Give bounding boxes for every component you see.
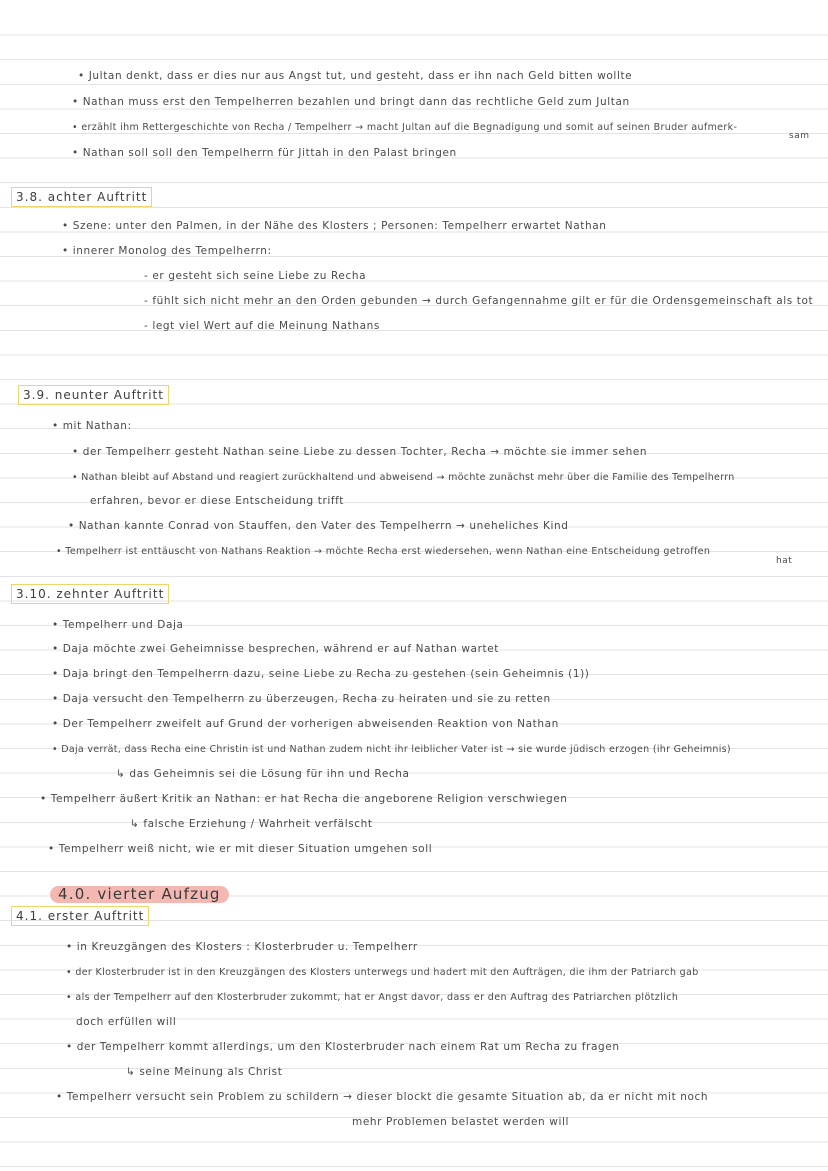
note-line: • der Tempelherr kommt allerdings, um den Klosterbruder nach einem Rat um Recha zu fragen <box>66 1041 620 1053</box>
note-line-tail: sam <box>789 131 810 141</box>
note-line: ↳ seine Meinung als Christ <box>126 1066 283 1078</box>
note-line: doch erfüllen will <box>76 1016 177 1028</box>
chapter-heading-4: 4.0. vierter Aufzug <box>50 886 229 903</box>
section-heading-3-9: 3.9. neunter Auftritt <box>18 385 169 405</box>
note-line: • Jultan denkt, dass er dies nur aus Angst tut, und gesteht, dass er ihn nach Geld bitten wollte <box>78 70 633 82</box>
note-line: - er gesteht sich seine Liebe zu Recha <box>144 270 367 282</box>
note-line: • in Kreuzgängen des Klosters : Klosterbruder u. Tempelherr <box>66 941 418 953</box>
note-line: • Tempelherr und Daja <box>52 619 184 631</box>
note-line: mehr Problemen belastet werden will <box>352 1116 569 1128</box>
note-line: • erzählt ihm Rettergeschichte von Recha / Tempelherr → macht Jultan auf die Begnadigung und somit auf seinen Bruder aufmerk- <box>72 122 738 133</box>
note-line: • der Tempelherr gesteht Nathan seine Liebe zu dessen Tochter, Recha → möchte sie immer sehen <box>72 446 648 458</box>
note-line: • Szene: unter den Palmen, in der Nähe des Klosters ; Personen: Tempelherr erwartet Nathan <box>62 220 607 232</box>
note-line-tail: hat <box>776 556 793 566</box>
note-line: • Daja versucht den Tempelherrn zu überzeugen, Recha zu heiraten und sie zu retten <box>52 693 551 705</box>
note-line: • Der Tempelherr zweifelt auf Grund der vorherigen abweisenden Reaktion von Nathan <box>52 718 559 730</box>
note-line: ↳ falsche Erziehung / Wahrheit verfälscht <box>130 818 373 830</box>
note-line: • Nathan soll soll den Tempelherrn für Jittah in den Palast bringen <box>72 147 457 159</box>
note-line: erfahren, bevor er diese Entscheidung trifft <box>90 495 345 507</box>
section-heading-3-10: 3.10. zehnter Auftritt <box>11 584 169 604</box>
section-heading-3-8: 3.8. achter Auftritt <box>11 187 152 207</box>
note-line: • der Klosterbruder ist in den Kreuzgängen des Klosters unterwegs und hadert mit den Aufträgen, die ihm der Patriarch gab <box>66 967 699 978</box>
note-line: • Nathan bleibt auf Abstand und reagiert zurückhaltend und abweisend → möchte zunächst mehr über die Familie des Tempelherrn <box>72 472 735 483</box>
note-line: • Daja verrät, dass Recha eine Christin ist und Nathan zudem nicht ihr leiblicher Vater ist → sie wurde jüdisch erzogen (ihr Geheimnis) <box>52 744 731 755</box>
note-line: • Tempelherr ist enttäuscht von Nathans Reaktion → möchte Recha erst wiedersehen, wenn Nathan eine Entscheidung getroffen <box>56 546 711 557</box>
note-line: • innerer Monolog des Tempelherrn: <box>62 245 272 257</box>
section-heading-4-1: 4.1. erster Auftritt <box>11 906 149 926</box>
note-line: • Nathan kannte Conrad von Stauffen, den Vater des Tempelherrn → uneheliches Kind <box>68 520 569 532</box>
note-line: - fühlt sich nicht mehr an den Orden gebunden → durch Gefangennahme gilt er für die Ordensgemeinschaft als tot <box>144 295 814 307</box>
note-line: • Nathan muss erst den Tempelherren bezahlen und bringt dann das rechtliche Geld zum Jultan <box>72 96 630 108</box>
note-line: • Daja bringt den Tempelherrn dazu, seine Liebe zu Recha zu gestehen (sein Geheimnis (1)) <box>52 668 590 680</box>
note-line: • Tempelherr äußert Kritik an Nathan: er hat Recha die angeborene Religion verschwiegen <box>40 793 568 805</box>
note-line: ↳ das Geheimnis sei die Lösung für ihn und Recha <box>116 768 410 780</box>
note-line: • Daja möchte zwei Geheimnisse besprechen, während er auf Nathan wartet <box>52 643 499 655</box>
note-line: • als der Tempelherr auf den Klosterbruder zukommt, hat er Angst davor, dass er den Auftrag des Patriarchen plötzlich <box>66 992 679 1003</box>
note-line: • Tempelherr versucht sein Problem zu schildern → dieser blockt die gesamte Situation ab, da er nicht mit noch <box>56 1091 709 1103</box>
note-line: • mit Nathan: <box>52 420 132 432</box>
note-line: • Tempelherr weiß nicht, wie er mit dieser Situation umgehen soll <box>48 843 433 855</box>
note-line: - legt viel Wert auf die Meinung Nathans <box>144 320 380 332</box>
